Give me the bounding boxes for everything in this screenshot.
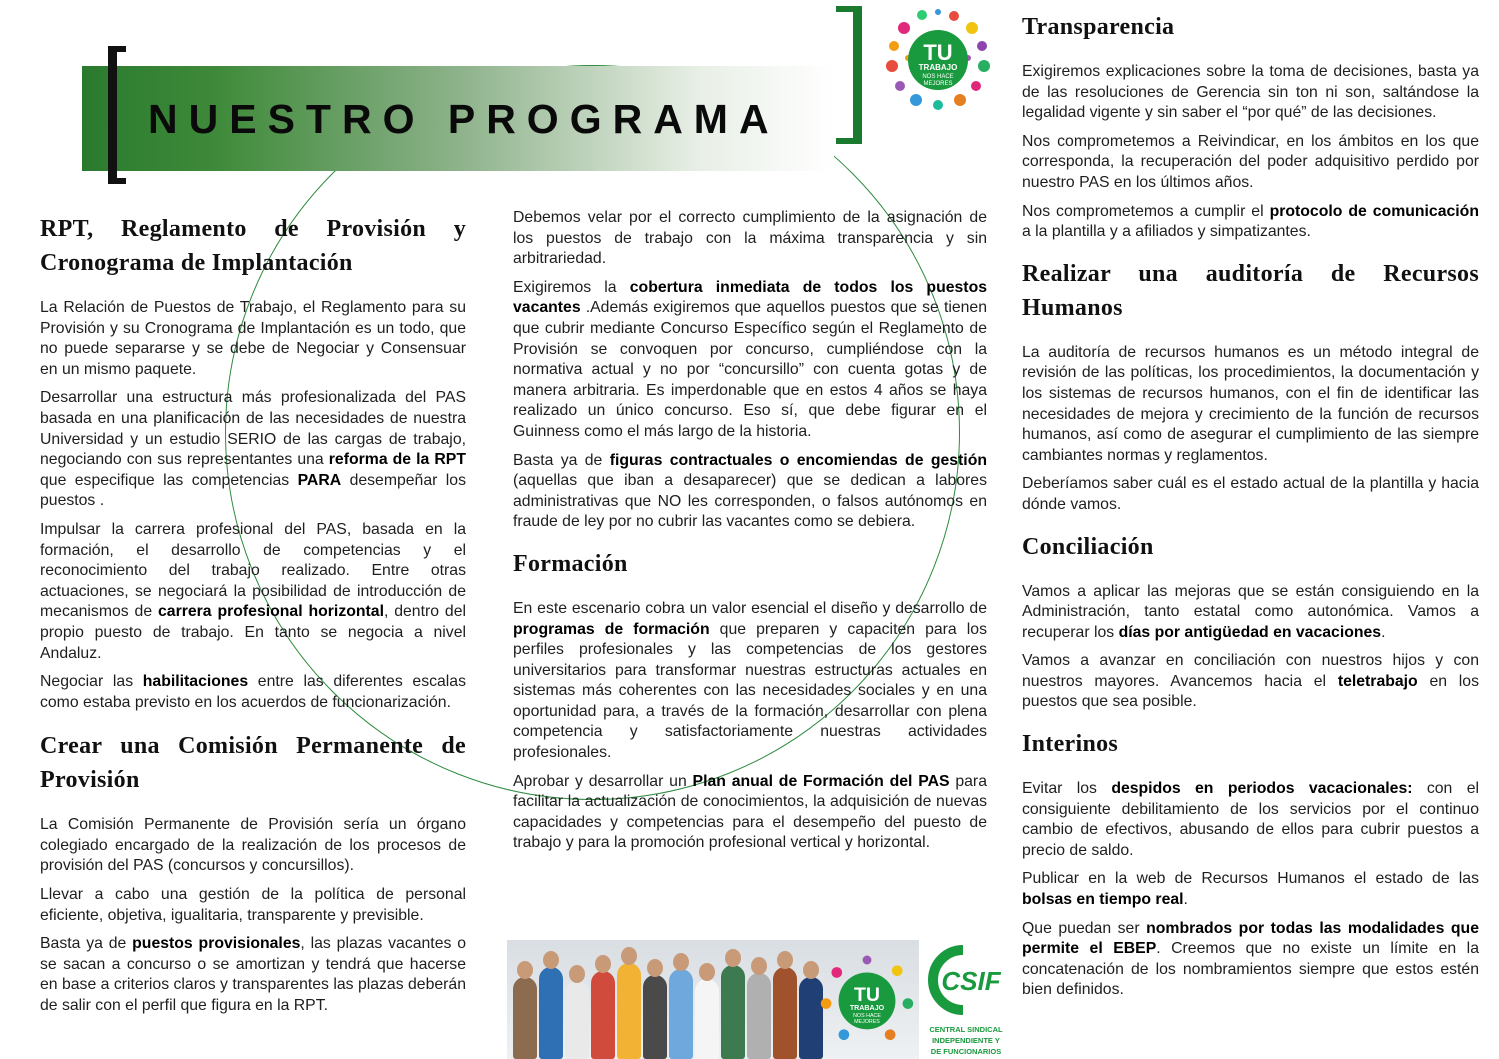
svg-text:CENTRAL SINDICAL: CENTRAL SINDICAL: [929, 1025, 1003, 1034]
person-figure: [513, 977, 537, 1059]
person-figure: [617, 963, 641, 1059]
svg-text:DE FUNCIONARIOS: DE FUNCIONARIOS: [930, 1047, 1002, 1056]
section-title-auditoria: Realizar una auditoría de Recursos Humanos: [1022, 260, 1479, 321]
section-title-rpt: RPT, Reglamento de Provisión y Cronograma de Implantación: [40, 216, 466, 276]
paragraph: Vamos a avanzar en conciliación con nuestros hijos y con nuestros mayores. Avancemos hacia el teletrabajo en los puestos que sea posible.: [1022, 652, 1479, 711]
section-title-transparencia: Transparencia: [1022, 14, 1175, 40]
person-figure: [695, 979, 719, 1059]
paragraph: Basta ya de puestos provisionales, las plazas vacantes o se sacan a concurso o se amortizan y tendrá que hacerse en base a criterios claros y transparentes las plazas deberán de salir con el perfil que figura en la RPT.: [40, 935, 466, 1015]
person-figure: [721, 965, 745, 1059]
person-figure: [643, 975, 667, 1059]
paragraph: Publicar en la web de Recursos Humanos el estado de las bolsas en tiempo real.: [1022, 870, 1479, 909]
section-title-interinos: Interinos: [1022, 731, 1119, 758]
svg-text:NOS HACE: NOS HACE: [922, 74, 954, 80]
person-figure: [747, 973, 771, 1059]
person-figure: [591, 971, 615, 1059]
svg-text:MEJORES: MEJORES: [854, 1019, 880, 1026]
svg-text:INDEPENDIENTE Y: INDEPENDIENTE Y: [932, 1036, 1000, 1045]
paragraph: Exigiremos explicaciones sobre la toma de decisiones, basta ya de las resoluciones de Gerencia sin ton ni son, saltándose la legalidad vigente y sin saber el “por qué” de las decisiones.: [1022, 63, 1479, 122]
person-figure: [539, 967, 563, 1059]
paragraph: La Comisión Permanente de Provisión sería un órgano colegiado encargado de la realización de los procesos de provisión del PAS (concursos y concursillos).: [40, 816, 466, 875]
paragraph: Basta ya de figuras contractuales o encomiendas de gestión (aquellas que iban a desaparecer) que se dedican a labores administrativas que NO les corresponden, o falsos autónomos en fraude de ley por no cubrir las vacantes como se debiera.: [513, 451, 987, 531]
section-title-comision: Crear una Comisión Permanente de Provisión: [40, 733, 466, 794]
right-bracket: [836, 6, 862, 144]
paragraph: Vamos a aplicar las mejoras que se están consiguiendo en la Administración, tanto estatal como autonómica. Vamos a recuperar los días por antigüedad en vacaciones.: [1022, 582, 1479, 641]
paragraph: En este escenario cobra un valor esencial el diseño y desarrollo de programas de formación que preparen y capaciten para los perfiles profesionales y las competencias de los gestores universitarios para transformar nuestras estructuras actuales en sistemas más coherentes con las necesidades sociales y en una oportunidad para, a través de la formación, desarrollar con plena competencia y satisfactoriamente nuestras actividades profesionales.: [513, 599, 987, 762]
paragraph: La Relación de Puestos de Trabajo, el Reglamento para su Provisión y su Cronograma de Implantación es un todo, que no puede separarse y se debe de Negociar y Consensuar en un mismo paquete.: [40, 299, 466, 378]
paragraph: Nos comprometemos a cumplir el protocolo de comunicación a la plantilla y a afiliados y simpatizantes.: [1022, 202, 1479, 241]
paragraph: Impulsar la carrera profesional del PAS, basada en la formación, el desarrollo de competencias y el reconocimiento del trabajo realizado. Entre otras actuaciones, se negociará la posibilidad de introducción de mecanismos de carrera profesional horizontal, dentro del propio puesto de trabajo. En tanto se negocia a nivel Andaluz.: [40, 520, 466, 662]
paragraph: Llevar a cabo una gestión de la política de personal eficiente, objetiva, igualitaria, transparente y previsible.: [40, 886, 466, 924]
section-title-conciliacion: Conciliación: [1022, 533, 1154, 560]
workers-banner-image: [507, 940, 1013, 1059]
paragraph: La auditoría de recursos humanos es un método integral de revisión de las políticas, los procedimientos, la documentación y los sistemas de recursos humanos, con el fin de identificar las necesidades de mejora y crecimiento de la función de recursos humanos, así como de asegurar el cumplimiento de las siempre cambiantes normas y reglamentos.: [1022, 343, 1479, 464]
paragraph: Aprobar y desarrollar un Plan anual de Formación del PAS para facilitar la actualización de conocimientos, la adquisición de nuevas capacidades y competencias para el desempeño del puesto de trabajo y para la promoción profesional vertical y horizontal.: [513, 772, 987, 852]
svg-text:TU: TU: [923, 40, 953, 65]
svg-text:TU: TU: [853, 983, 881, 1006]
tu-trabajo-logo-small: [819, 948, 915, 1052]
column-right: [1022, 10, 1479, 1009]
csif-logo: [919, 940, 1013, 1059]
svg-text:MEJORES: MEJORES: [923, 81, 953, 87]
paragraph: Nos comprometemos a Reivindicar, en los ámbitos en los que corresponda, la recuperación del poder adquisitivo perdido por nuestro PAS en los últimos años.: [1022, 132, 1479, 191]
column-middle: [513, 208, 987, 862]
svg-text:NOS HACE: NOS HACE: [853, 1012, 881, 1019]
paragraph: Debemos velar por el correcto cumplimiento de la asignación de los puestos de trabajo con la máxima transparencia y sin arbitrariedad.: [513, 209, 987, 268]
column-left: [40, 212, 466, 1025]
paragraph: Desarrollar una estructura más profesionalizada del PAS basada en una planificación de las necesidades de nuestra Universidad y un estudio SERIO de las cargas de trabajo, negociando con sus representantes una reforma de la RPT que especifique las competencias PARA desempeñar los puestos .: [40, 389, 466, 510]
svg-text:CSIF: CSIF: [941, 966, 1001, 996]
svg-text:TRABAJO: TRABAJO: [849, 1003, 885, 1012]
paragraph: Exigiremos la cobertura inmediata de todos los puestos vacantes .Además exigiremos que aquellos puestos que se tienen que cubrir mediante Concurso Específico según el Reglamento de Provisión se convoquen por concurso, cumpliéndose con la normativa actual y no por “concursillo” con cuenta gotas y de manera arbitraria. Es imperdonable que en estos 4 años se haya realizado un único concurso. Eso sí, que debe figurar en el Guinness como el más largo de la historia.: [513, 278, 987, 440]
left-bracket: [108, 46, 126, 184]
person-figure: [773, 967, 797, 1059]
paragraph: Deberíamos saber cuál es el estado actual de la plantilla y hacia dónde vamos.: [1022, 475, 1479, 513]
person-figure: [669, 969, 693, 1059]
section-title-formacion: Formación: [513, 550, 628, 577]
tu-trabajo-logo: [884, 8, 992, 110]
svg-text:TRABAJO: TRABAJO: [918, 63, 958, 72]
paragraph: Evitar los despidos en periodos vacacionales: con el consiguiente debilitamiento de los servicios por el continuo cambio de efectivos, abusando de ellos para cubrir puestos a precio de saldo.: [1022, 780, 1480, 859]
paragraph: Que puedan ser nombrados por todas las modalidades que permite el EBEP. Creemos que no existe un límite en la concatenación de los nombramientos siempre que estos estén bien definidos.: [1022, 919, 1479, 999]
page-title: NUESTRO PROGRAMA: [148, 96, 780, 142]
paragraph: Negociar las habilitaciones entre las diferentes escalas como estaba previsto en los acuerdos de funcionarización.: [40, 673, 466, 711]
person-figure: [565, 981, 589, 1059]
